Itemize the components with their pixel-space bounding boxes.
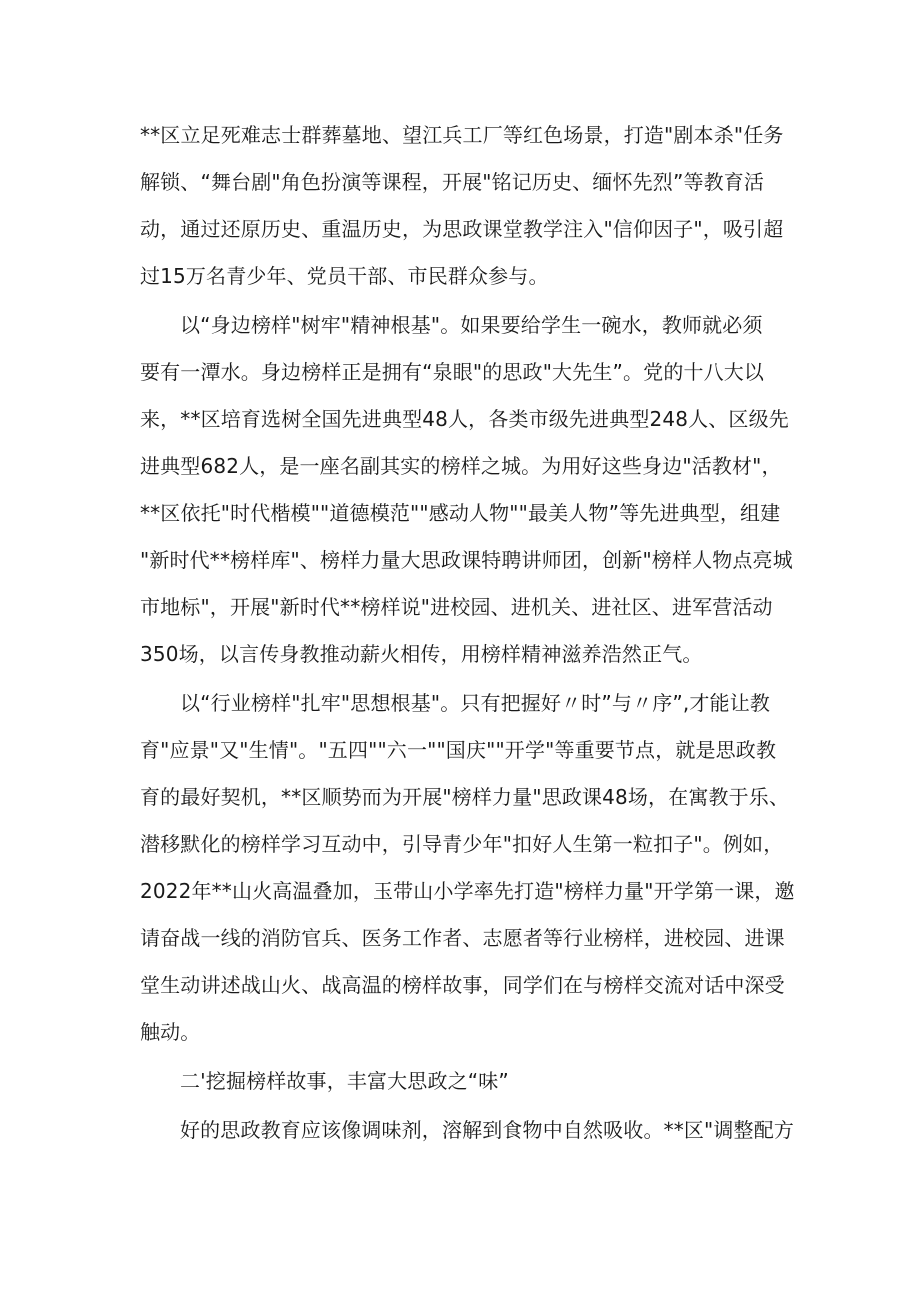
text-line: 市地标"，开展"新时代**榜样说"进校园、进机关、进社区、进军营活动 xyxy=(140,595,773,619)
text-line: 好的思政教育应该像调味剂，溶解到食物中自然吸收。**区"调整配方 xyxy=(180,1118,794,1142)
paragraph-2 xyxy=(140,302,793,678)
text-line: 潜移默化的榜样学习互动中，引导青少年"扣好人生第一粒扣子"。例如， xyxy=(140,832,784,856)
text-line: 来，**区培育选树全国先进典型48人，各类市级先进典型248人、区级先 xyxy=(140,407,789,431)
text-line: 进典型682人，是一座名副其实的榜样之城。为用好这些身边"活教材"， xyxy=(140,454,782,478)
heading-text: 二'挖掘榜样故事，丰富大思政之“味” xyxy=(180,1069,509,1093)
text-line: **区依托"时代楷模""道德模范""感动人物""最美人物”等先进典型，组建 xyxy=(140,501,781,525)
text-line: 以“身边榜样"树牢"精神根基"。如果要给学生一碗水，教师就必须 xyxy=(180,313,763,337)
paragraph-1 xyxy=(140,112,784,300)
text-line: 育的最好契机，**区顺势而为开展"榜样力量"思政课48场，在寓教于乐、 xyxy=(140,785,790,809)
text-line: 堂生动讲述战山火、战高温的榜样故事，同学们在与榜样交流对话中深受 xyxy=(140,973,785,997)
text-line: **区立足死难志士群葬墓地、望江兵工厂等红色场景，打造"剧本杀"任务 xyxy=(140,123,784,147)
text-line: 过15万名青少年、党员干部、市民群众参与。 xyxy=(140,264,549,288)
document-body xyxy=(140,112,795,1154)
text-line: 350场，以言传身教推动薪火相传，用榜样精神滋养浩然正气。 xyxy=(140,642,703,666)
text-line: "新时代**榜样库"、榜样力量大思政课特聘讲师团，创新"榜样人物点亮城 xyxy=(140,548,793,572)
text-line: 请奋战一线的消防官兵、医务工作者、志愿者等行业榜样，进校园、进课 xyxy=(140,926,785,950)
text-line: 育"应景"又"生情"。"五四""六一""国庆""开学"等重要节点，就是思政教 xyxy=(140,738,777,762)
text-line: 以“行业榜样"扎牢"思想根基"。只有把握好〃时”与〃序”,才能让教 xyxy=(180,691,770,715)
paragraph-5 xyxy=(140,1107,794,1154)
text-line: 动，通过还原历史、重温历史，为思政课堂教学注入"信仰因子"，吸引超 xyxy=(140,217,784,241)
text-line: 解锁、“舞台剧"角色扮演等课程，开展"铭记历史、缅怀先烈”等教育活 xyxy=(140,170,765,194)
text-line: 2022年**山火高温叠加，玉带山小学率先打造"榜样力量"开学第一课，邀 xyxy=(140,879,795,903)
paragraph-3 xyxy=(140,680,795,1056)
text-line: 要有一潭水。身边榜样正是拥有“泉眼"的思政"大先生”。党的十八大以 xyxy=(140,360,765,384)
section-heading xyxy=(140,1058,780,1105)
text-line: 触动。 xyxy=(140,1020,201,1044)
